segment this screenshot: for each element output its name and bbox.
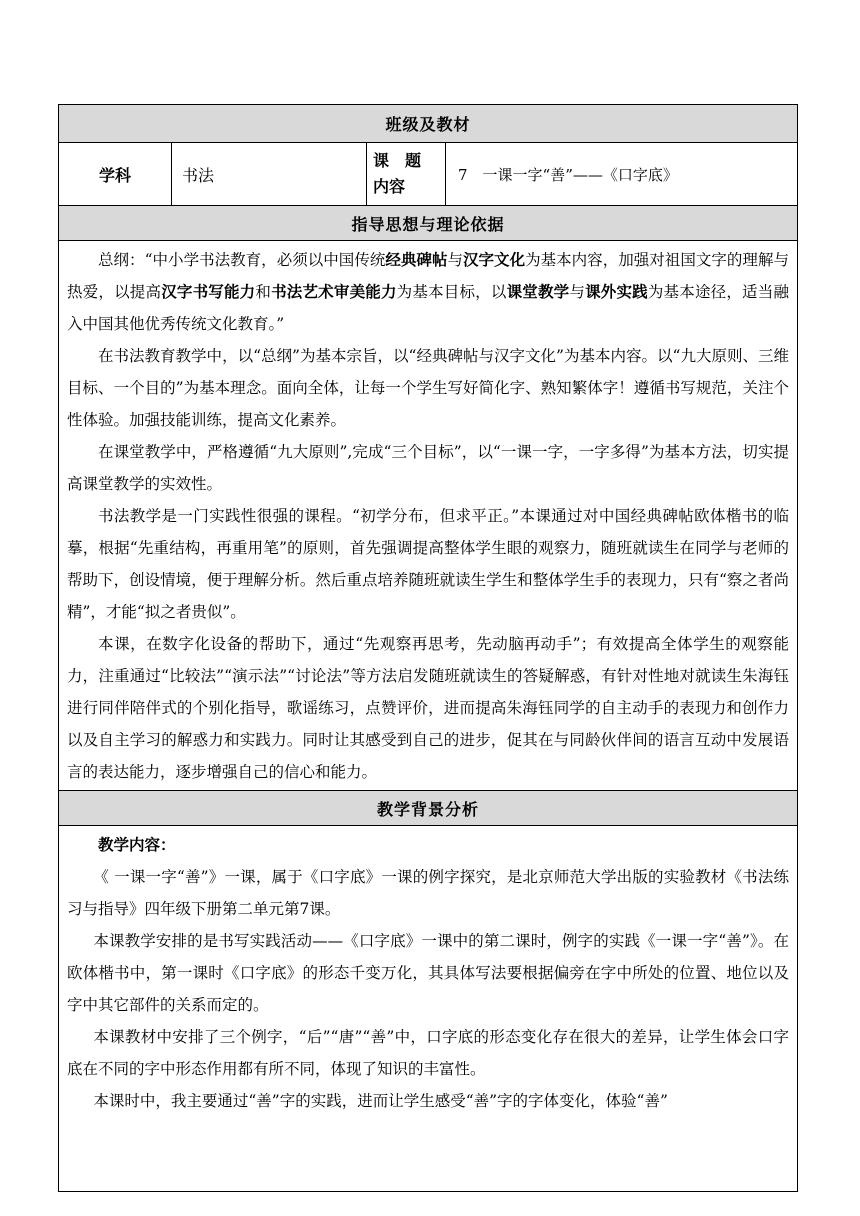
background-subheading: 教学内容： (98, 835, 176, 854)
lesson-plan-table (58, 104, 798, 1192)
guiding-content (59, 241, 798, 791)
guiding-paragraph-2: 在书法教育教学中，以“总纲”为基本宗旨，以“经典碑帖与汉字文化”为基本内容。以“九大原则、三维目标、一个目的”为基本理念。面向全体，让每一个学生写好简化字、熟知繁体字！遵循书写规范，关注个性体验。加强技能训练，提高文化素养。 (67, 347, 790, 429)
lesson-plan-page (58, 104, 797, 1192)
background-paragraph-2: 本课教学安排的是书写实践活动——《口字底》一课中的第二课时，例字的实践《一课一字“善”》。在欧体楷书中，第一课时《口字底》的形态千变万化，其具体写法要根据偏旁在字中所处的位置、地位以及字中其它部件的关系而定的。 (67, 932, 790, 1014)
topic-label (367, 143, 446, 206)
section-header-background: 教学背景分析 (59, 791, 798, 826)
background-paragraph-3: 本课教材中安排了三个例字，“后”“唐”“善”中，口字底的形态变化存在很大的差异，让学生体会口字底在不同的字中形态作用都有所不同，体现了知识的丰富性。 (67, 1028, 790, 1078)
section-header-class-material: 班级及教材 (59, 105, 798, 143)
guiding-paragraph-3: 在课堂教学中，严格遵循“九大原则”,完成“三个目标”，以“一课一字，一字多得”为基本方法，切实提高课堂教学的实效性。 (67, 443, 790, 493)
subject-label: 学科 (59, 143, 172, 206)
subject-value: 书法 (172, 143, 367, 206)
topic-value: 7 一课一字“善”——《口字底》 (446, 143, 798, 206)
background-text-area (67, 829, 789, 1189)
section-header-guiding: 指导思想与理论依据 (59, 206, 798, 241)
guiding-paragraph-5: 本课，在数字化设备的帮助下，通过“先观察再思考，先动脑再动手”；有效提高全体学生的观察能力，注重通过“比较法”“演示法”“讨论法”等方法启发随班就读生的答疑解惑，有针对性地对就读生朱海钰进行同伴陪伴式的个别化指导，歌谣练习，点赞评价，进而提高朱海钰同学的自主动手的表现力和创作力以及自主学习的解惑力和实践力。同时让其感受到自己的进步，促其在与同龄伙伴间的语言互动中发展语言的表达能力，逐步增强自己的信心和能力。 (67, 635, 790, 781)
background-paragraph-4: 本课时中，我主要通过“善”字的实践，进而让学生感受“善”字的字体变化，体验“善” (93, 1092, 668, 1110)
topic-label-line2: 内容 (373, 177, 406, 196)
topic-label-line1: 课 题 (373, 151, 422, 170)
guiding-paragraph-4: 书法教学是一门实践性很强的课程。“初学分布，但求平正。”本课通过对中国经典碑帖欧体楷书的临摹，根据“先重结构，再重用笔”的原则，首先强调提高整体学生眼的观察力，随班就读生在同学与老师的帮助下，创设情境，便于理解分析。然后重点培养随班就读生学生和整体学生手的表现力，只有“察之者尚精”，才能“拟之者贵似”。 (67, 507, 790, 621)
background-content (59, 826, 798, 1192)
background-paragraph-1: 《 一课一字“善”》一课，属于《口字底》一课的例字探究，是北京师范大学出版的实验教材《书法练习与指导》四年级下册第二单元第7课。 (67, 868, 790, 918)
guiding-paragraph-1: 总纲：“中小学书法教育，必须以中国传统经典碑帖与汉字文化为基本内容，加强对祖国文字的理解与热爱，以提高汉字书写能力和书法艺术审美能力为基本目标，以课堂教学与课外实践为基本途径，适当融入中国其他优秀传统文化教育。” (67, 250, 789, 333)
